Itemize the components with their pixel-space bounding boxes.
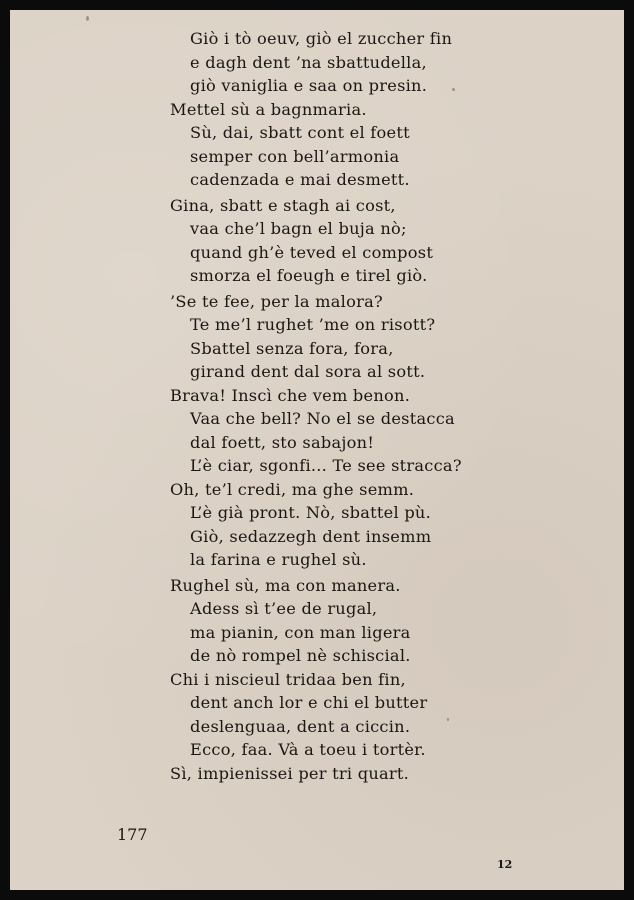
poem-line: giò vaniglia e saa on presin. (190, 76, 428, 95)
book-page (10, 10, 624, 890)
poem-line: ma pianin, con man ligera (190, 622, 411, 642)
poem-line: quand gh’è teved el compost (190, 242, 434, 262)
poem-text (170, 27, 610, 785)
poem-line: girand dent dal sora al sott. (190, 362, 426, 381)
poem-line: Gina, sbatt e stagh ai cost, (170, 195, 396, 215)
poem-line: Brava! Inscì che vem benon. (170, 385, 411, 405)
poem-line: deslenguaa, dent a ciccin. (190, 716, 411, 736)
poem-line: smorza el foeugh e tirel giò. (190, 266, 428, 285)
signature-mark: 12 (497, 858, 513, 871)
poem-line: L’è ciar, sgonfi... Te see stracca? (190, 456, 462, 475)
poem-line: Chi i niscieul tridaa ben fin, (170, 669, 406, 689)
poem-line: de nò rompel nè schiscial. (190, 646, 411, 665)
poem-line: la farina e rughel sù. (190, 550, 367, 569)
poem-line: Adess sì t’ee de rugal, (190, 599, 378, 618)
poem-line: e dagh dent ’na sbattudella, (190, 52, 427, 72)
poem-line: Mettel sù a bagnmaria. (170, 99, 367, 119)
poem-line: L’è già pront. Nò, sbattel pù. (190, 503, 432, 522)
poem-line: Vaa che bell? No el se destacca (190, 409, 455, 428)
poem-line: semper con bell’armonia (190, 146, 400, 166)
poem-line: Giò, sedazzegh dent insemm (190, 526, 432, 546)
poem-line: Rughel sù, ma con manera. (170, 575, 401, 595)
poem-line: Sì, impienissei per tri quart. (170, 763, 410, 783)
paper-speck (86, 16, 89, 21)
poem-line: Sbattel senza fora, fora, (190, 338, 394, 358)
poem-line: Sù, dai, sbatt cont el foett (190, 123, 410, 142)
poem-line: cadenzada e mai desmett. (190, 170, 410, 189)
poem-line: Te me’l rughet ’me on risott? (190, 315, 436, 334)
poem-line: dent anch lor e chi el butter (190, 693, 428, 712)
poem-line: Ecco, faa. Và a toeu i tortèr. (190, 740, 426, 759)
page-number: 177 (117, 825, 148, 844)
poem-line: Oh, te’l credi, ma ghe semm. (170, 479, 415, 499)
poem-line: Giò i tò oeuv, giò el zuccher fin (190, 29, 453, 48)
poem-line: ’Se te fee, per la malora? (170, 291, 383, 311)
poem-line: dal foett, sto sabajon! (190, 432, 375, 452)
poem-line: vaa che’l bagn el buja nò; (190, 219, 407, 238)
